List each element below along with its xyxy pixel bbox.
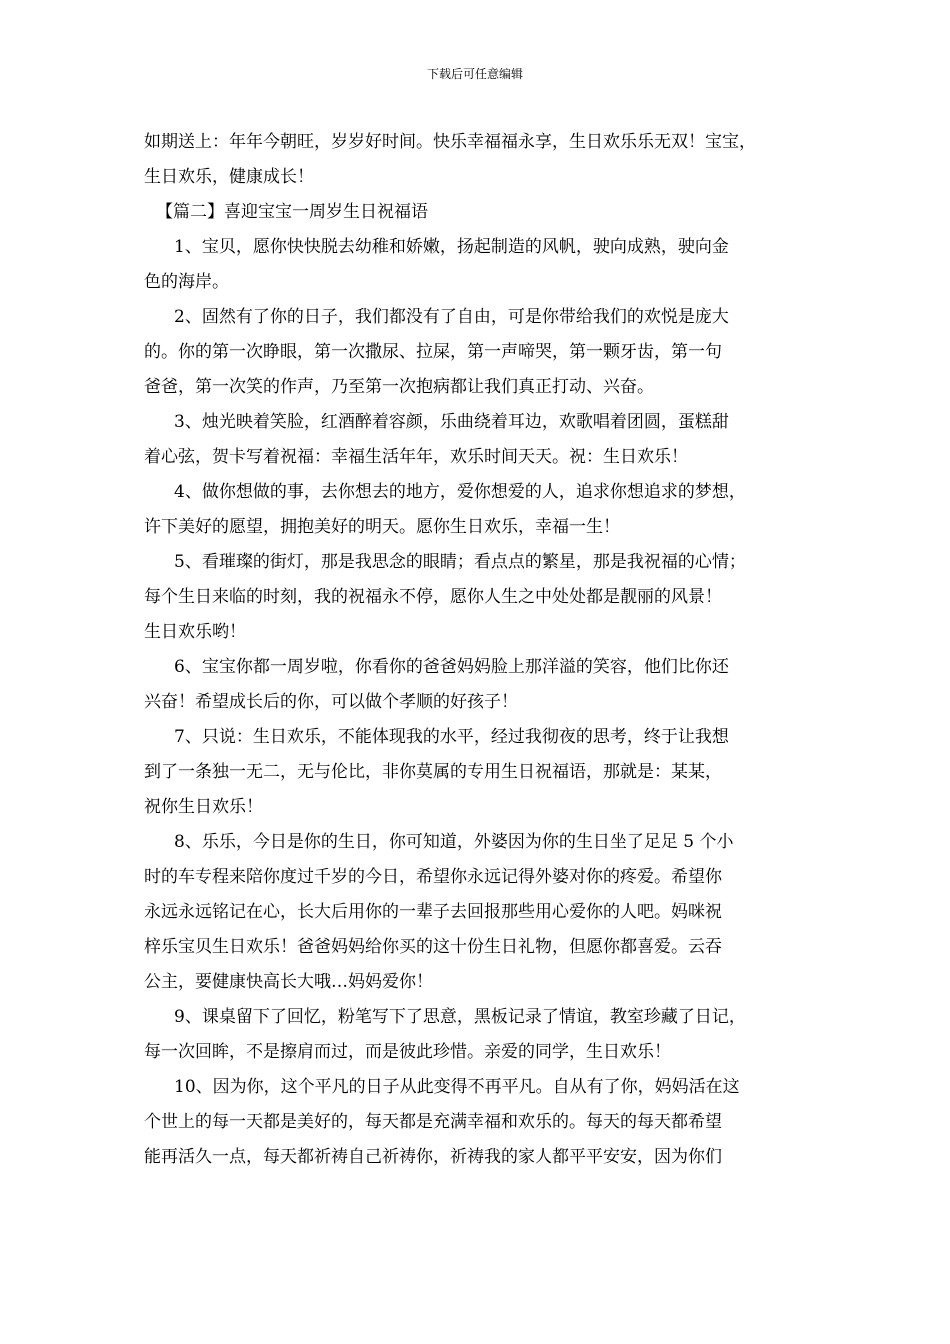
blessing-line: 能再活久一点，每天都祈祷自己祈祷你，祈祷我的家人都平平安安，因为你们 xyxy=(144,1147,722,1167)
blessing-line: 公主，要健康快高长大哦…妈妈爱你！ xyxy=(144,972,433,992)
blessing-line: 4、做你想做的事，去你想去的地方，爱你想爱的人，追求你想追求的梦想， xyxy=(174,482,746,502)
blessing-line: 7、只说：生日欢乐，不能体现我的水平，经过我彻夜的思考，终于让我想 xyxy=(174,727,729,747)
blessing-line: 时的车专程来陪你度过千岁的今日，希望你永远记得外婆对你的疼爱。希望你 xyxy=(144,867,722,887)
blessing-line: 5、看璀璨的街灯，那是我思念的眼睛；看点点的繁星，那是我祝福的心情； xyxy=(174,552,746,572)
blessing-line: 3、烛光映着笑脸，红酒醉着容颜，乐曲绕着耳边，欢歌唱着团圆，蛋糕甜 xyxy=(174,412,729,432)
blessing-line: 永远永远铭记在心，长大后用你的一辈子去回报那些用心爱你的人吧。妈咪祝 xyxy=(144,902,722,922)
blessing-line: 每一次回眸，不是擦肩而过，而是彼此珍惜。亲爱的同学，生日欢乐！ xyxy=(144,1042,671,1062)
blessing-item-2 xyxy=(144,300,808,405)
blessing-line: 祝你生日欢乐！ xyxy=(144,797,263,817)
blessing-item-9 xyxy=(144,1000,808,1070)
blessing-item-10 xyxy=(144,1070,808,1175)
blessing-list xyxy=(144,230,808,1175)
blessing-line: 6、宝宝你都一周岁啦，你看你的爸爸妈妈脸上那洋溢的笑容，他们比你还 xyxy=(174,657,729,677)
blessing-line: 许下美好的愿望，拥抱美好的明天。愿你生日欢乐，幸福一生！ xyxy=(144,517,620,537)
blessing-line: 生日欢乐哟！ xyxy=(144,622,246,642)
blessing-item-8 xyxy=(144,825,808,1000)
blessing-line: 9、课桌留下了回忆，粉笔写下了思意，黑板记录了情谊，教室珍藏了日记， xyxy=(174,1007,746,1027)
blessing-item-1 xyxy=(144,230,808,300)
blessing-line: 兴奋！希望成长后的你，可以做个孝顺的好孩子！ xyxy=(144,692,518,712)
blessing-line: 10、因为你，这个平凡的日子从此变得不再平凡。自从有了你，妈妈活在这 xyxy=(174,1077,740,1097)
blessing-line: 1、宝贝，愿你快快脱去幼稚和娇嫩，扬起制造的风帆，驶向成熟，驶向金 xyxy=(174,237,729,257)
blessing-item-7 xyxy=(144,720,808,825)
blessing-line: 色的海岸。 xyxy=(144,272,229,292)
blessing-line: 个世上的每一天都是美好的，每天都是充满幸福和欢乐的。每天的每天都希望 xyxy=(144,1112,722,1132)
blessing-item-6 xyxy=(144,650,808,720)
blessing-line: 到了一条独一无二，无与伦比，非你莫属的专用生日祝福语，那就是：某某， xyxy=(144,762,722,782)
blessing-line: 2、固然有了你的日子，我们都没有了自由，可是你带给我们的欢悦是庞大 xyxy=(174,307,729,327)
blessing-line: 8、乐乐，今日是你的生日，你可知道，外婆因为你的生日坐了足足 5 个小 xyxy=(174,832,734,852)
blessing-item-3 xyxy=(144,405,808,475)
blessing-item-5 xyxy=(144,545,808,650)
page-header: 下载后可任意编辑 xyxy=(426,67,523,81)
intro-line: 如期送上：年年今朝旺，岁岁好时间。快乐幸福福永享，生日欢乐乐无双！宝宝， xyxy=(144,132,756,152)
blessing-line: 着心弦，贺卡写着祝福：幸福生活年年，欢乐时间天天。祝：生日欢乐！ xyxy=(144,447,688,467)
blessing-line: 的。你的第一次睁眼，第一次撒尿、拉屎，第一声啼哭，第一颗牙齿，第一句 xyxy=(144,342,722,362)
document-body xyxy=(144,125,808,1175)
section-title: 【篇二】喜迎宝宝一周岁生日祝福语 xyxy=(156,202,428,222)
blessing-item-4 xyxy=(144,475,808,545)
blessing-line: 梓乐宝贝生日欢乐！爸爸妈妈给你买的这十份生日礼物，但愿你都喜爱。云吞 xyxy=(144,937,722,957)
blessing-line: 爸爸，第一次笑的作声，乃至第一次抱病都让我们真正打动、兴奋。 xyxy=(144,377,654,397)
blessing-line: 每个生日来临的时刻，我的祝福永不停，愿你人生之中处处都是靓丽的风景！ xyxy=(144,587,722,607)
intro-line: 生日欢乐，健康成长！ xyxy=(144,167,314,187)
